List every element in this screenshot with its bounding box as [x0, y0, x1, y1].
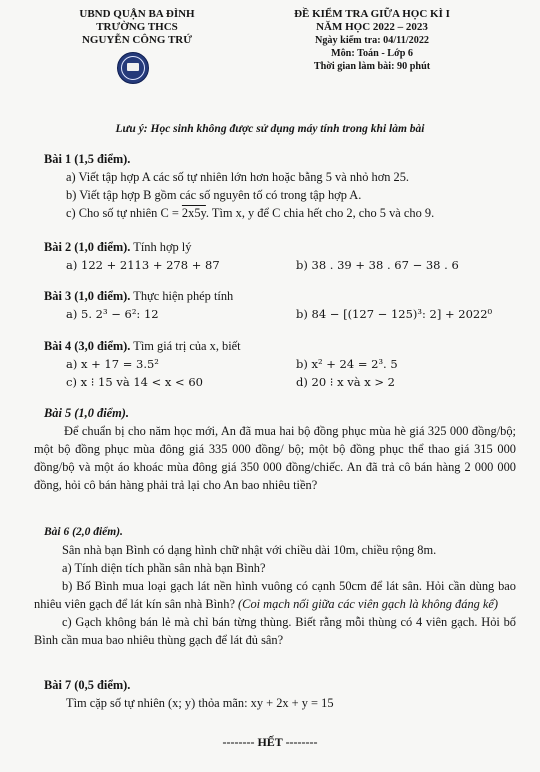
problem-1-b: b) Viết tập hợp B gồm các số nguyên tố có trong tập hợp A. — [66, 188, 362, 202]
department-name: UBND QUẬN BA ĐÌNH — [79, 8, 195, 20]
problem-2-b: b) 38 . 39 + 38 . 67 − 38 . 6 — [296, 258, 459, 272]
school-year: NĂM HỌC 2022 – 2023 — [316, 21, 428, 33]
exam-time: Thời gian làm bài: 90 phút — [313, 61, 431, 72]
exam-title: ĐỀ KIỂM TRA GIỮA HỌC KÌ I — [294, 8, 450, 20]
problem-6-title: Bài 6 (2,0 điểm). — [44, 526, 123, 538]
school-name: NGUYỄN CÔNG TRỨ — [81, 34, 192, 46]
problem-1-c: c) Cho số tự nhiên C = 2x5y. Tìm x, y để C chia hết cho 2, cho 5 và cho 9. — [66, 206, 435, 220]
problem-7-title: Bài 7 (0,5 điểm). — [44, 678, 131, 692]
problem-1 — [44, 150, 514, 222]
problem-6 — [34, 523, 516, 649]
school-type: TRƯỜNG THCS — [96, 21, 178, 33]
problem-5-text: Để chuẩn bị cho năm học mới, An đã mua hai bộ đồng phục mùa hè giá 325 000 đồng/bộ; một bộ đồng phục mùa đông giá 335 000 đồng/ bộ; một bộ đồng phục thể thao giá 315 000 đồng/bộ và một áo khoác mùa đông giá 350 000 đồng/chiếc. An đã trả cô bán hàng 2 000 000 đồng, hỏi cô bán hàng phải trả lại cho An bao nhiêu tiền? — [34, 424, 516, 492]
problem-4 — [44, 337, 514, 391]
problem-6-b: b) Bố Bình mua loại gạch lát nền hình vuông có cạnh 50cm để lát sân. Hỏi cần dùng bao nhiêu viên gạch để lát kín sân nhà Bình? (Coi mạch nối giữa các viên gạch là không đáng kể) — [34, 579, 516, 611]
end-marker: -------- HẾT -------- — [222, 735, 318, 749]
exam-date: Ngày kiểm tra: 04/11/2022 — [314, 35, 430, 46]
problem-5-title: Bài 5 (1,0 điểm). — [44, 406, 130, 420]
problem-2 — [44, 238, 514, 274]
problem-6-c: c) Gạch không bán lẻ mà chỉ bán từng thùng. Biết rằng mỗi thùng có 4 viên gạch. Hỏi bố Bình cần mua bao nhiêu thùng gạch để lát đủ sân? — [34, 615, 516, 647]
exam-subject: Môn: Toán - Lớp 6 — [330, 48, 414, 59]
problem-3-task: Thực hiện phép tính — [130, 289, 234, 303]
school-header — [62, 8, 212, 47]
problem-4-d: d) 20 ⁝ x và x > 2 — [296, 375, 396, 389]
problem-3-b: b) 84 − [(127 − 125)³: 2] + 2022⁰ — [296, 307, 493, 321]
problem-2-task: Tính hợp lý — [130, 240, 192, 254]
exam-header — [262, 8, 482, 73]
calculator-note: Lưu ý: Học sinh không được sử dụng máy tính trong khi làm bài — [115, 123, 425, 135]
problem-1-title: Bài 1 (1,5 điểm). — [44, 152, 131, 166]
problem-4-title: Bài 4 (3,0 điểm). — [44, 339, 131, 353]
problem-3-title: Bài 3 (1,0 điểm). — [44, 289, 131, 303]
problem-2-title: Bài 2 (1,0 điểm). — [44, 240, 131, 254]
problem-4-task: Tìm giá trị của x, biết — [130, 339, 241, 353]
problem-3 — [44, 287, 514, 323]
problem-4-a: a) x + 17 = 3.5² — [66, 357, 159, 371]
problem-7 — [44, 676, 514, 712]
school-logo-icon — [117, 52, 149, 84]
problem-6-a: a) Tính diện tích phần sân nhà bạn Bình? — [62, 561, 266, 575]
problem-2-a: a) 122 + 2113 + 278 + 87 — [66, 258, 220, 272]
problem-4-c: c) x ⁝ 15 và 14 < x < 60 — [66, 375, 203, 389]
problem-4-b: b) x² + 24 = 2³. 5 — [296, 357, 398, 371]
problem-3-a: a) 5. 2³ − 6²: 12 — [66, 307, 159, 321]
problem-6-intro: Sân nhà bạn Bình có dạng hình chữ nhật với chiều dài 10m, chiều rộng 8m. — [62, 543, 437, 557]
problem-7-text: Tìm cặp số tự nhiên (x; y) thỏa mãn: xy + 2x + y = 15 — [66, 696, 334, 710]
problem-1-a: a) Viết tập hợp A các số tự nhiên lớn hơn hoặc bằng 5 và nhỏ hơn 25. — [66, 170, 410, 184]
problem-5 — [34, 404, 516, 494]
